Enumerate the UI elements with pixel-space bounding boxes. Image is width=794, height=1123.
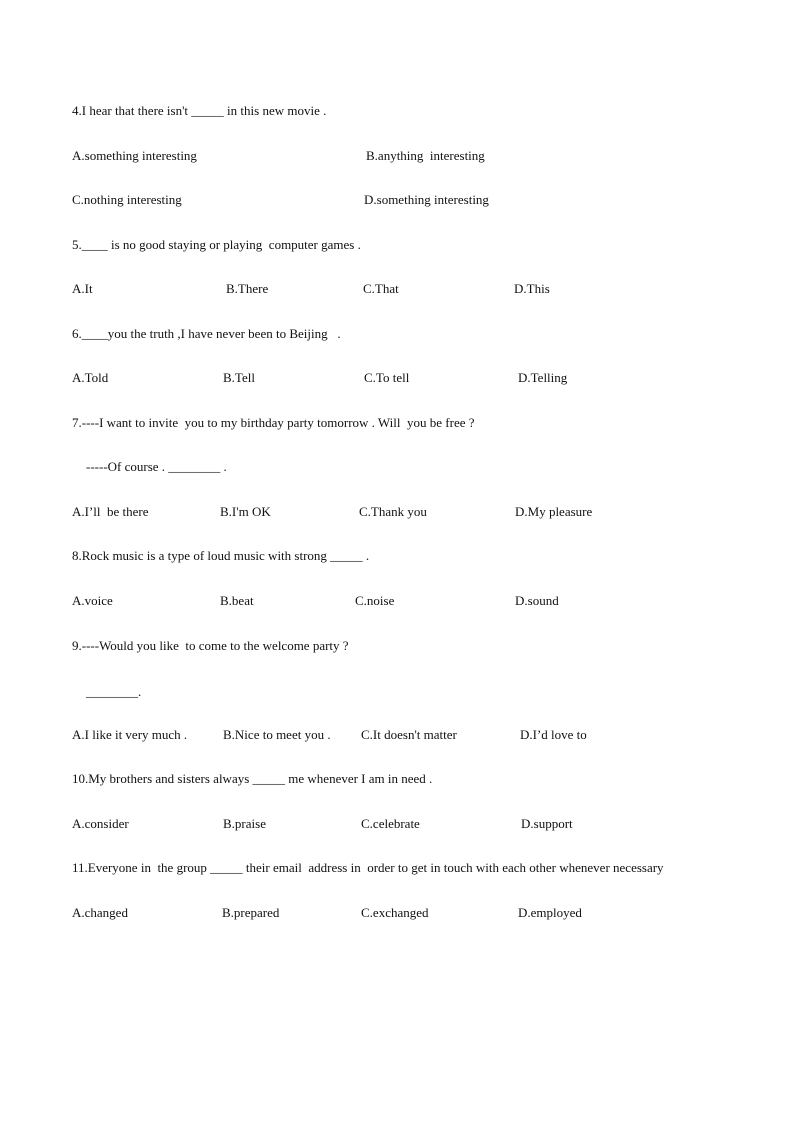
question-4-option-d: D.something interesting	[364, 192, 489, 207]
question-8-option-b: B.beat	[220, 593, 254, 608]
question-9-reply: ________.	[86, 684, 142, 699]
question-10-option-c: C.celebrate	[361, 816, 420, 831]
question-5-option-b: B.There	[226, 281, 269, 296]
question-4-stem: 4.I hear that there isn't _____ in this new movie .	[72, 103, 327, 118]
question-7-option-a: A.I’ll be there	[72, 504, 149, 519]
question-6-stem: 6.____you the truth ,I have never been to Beijing .	[72, 326, 341, 341]
question-11-stem: 11.Everyone in the group _____ their email address in order to get in touch with each other whenever necessary	[72, 860, 664, 875]
question-9-option-d: D.I’d love to	[520, 727, 587, 742]
question-11-option-d: D.employed	[518, 905, 582, 920]
question-9-stem: 9.----Would you like to come to the welcome party ?	[72, 638, 349, 653]
question-10-option-d: D.support	[521, 816, 573, 831]
question-5-option-a: A.It	[72, 281, 93, 296]
question-4-option-a: A.something interesting	[72, 148, 197, 163]
question-4-option-c: C.nothing interesting	[72, 192, 182, 207]
question-7-option-d: D.My pleasure	[515, 504, 593, 519]
question-8-option-c: C.noise	[355, 593, 395, 608]
question-6-option-d: D.Telling	[518, 370, 568, 385]
question-7-reply: -----Of course . ________ .	[86, 459, 227, 474]
question-11-option-b: B.prepared	[222, 905, 280, 920]
question-10-option-b: B.praise	[223, 816, 266, 831]
question-7-stem: 7.----I want to invite you to my birthday party tomorrow . Will you be free ?	[72, 415, 475, 430]
question-8-stem: 8.Rock music is a type of loud music with strong _____ .	[72, 548, 370, 563]
question-11-option-a: A.changed	[72, 905, 128, 920]
question-9-option-c: C.It doesn't matter	[361, 727, 457, 742]
question-9-option-a: A.I like it very much .	[72, 727, 188, 742]
question-5-stem: 5.____ is no good staying or playing computer games .	[72, 237, 361, 252]
question-5-option-d: D.This	[514, 281, 550, 296]
question-6-option-b: B.Tell	[223, 370, 255, 385]
question-8-option-d: D.sound	[515, 593, 559, 608]
question-6-option-c: C.To tell	[364, 370, 410, 385]
question-10-stem: 10.My brothers and sisters always _____ me whenever I am in need .	[72, 771, 433, 786]
question-6-option-a: A.Told	[72, 370, 109, 385]
question-5-option-c: C.That	[363, 281, 399, 296]
question-8-option-a: A.voice	[72, 593, 113, 608]
question-11-option-c: C.exchanged	[361, 905, 429, 920]
question-10-option-a: A.consider	[72, 816, 129, 831]
question-7-option-c: C.Thank you	[359, 504, 427, 519]
question-4-option-b: B.anything interesting	[366, 148, 485, 163]
question-7-option-b: B.I'm OK	[220, 504, 271, 519]
question-9-option-b: B.Nice to meet you .	[223, 727, 331, 742]
